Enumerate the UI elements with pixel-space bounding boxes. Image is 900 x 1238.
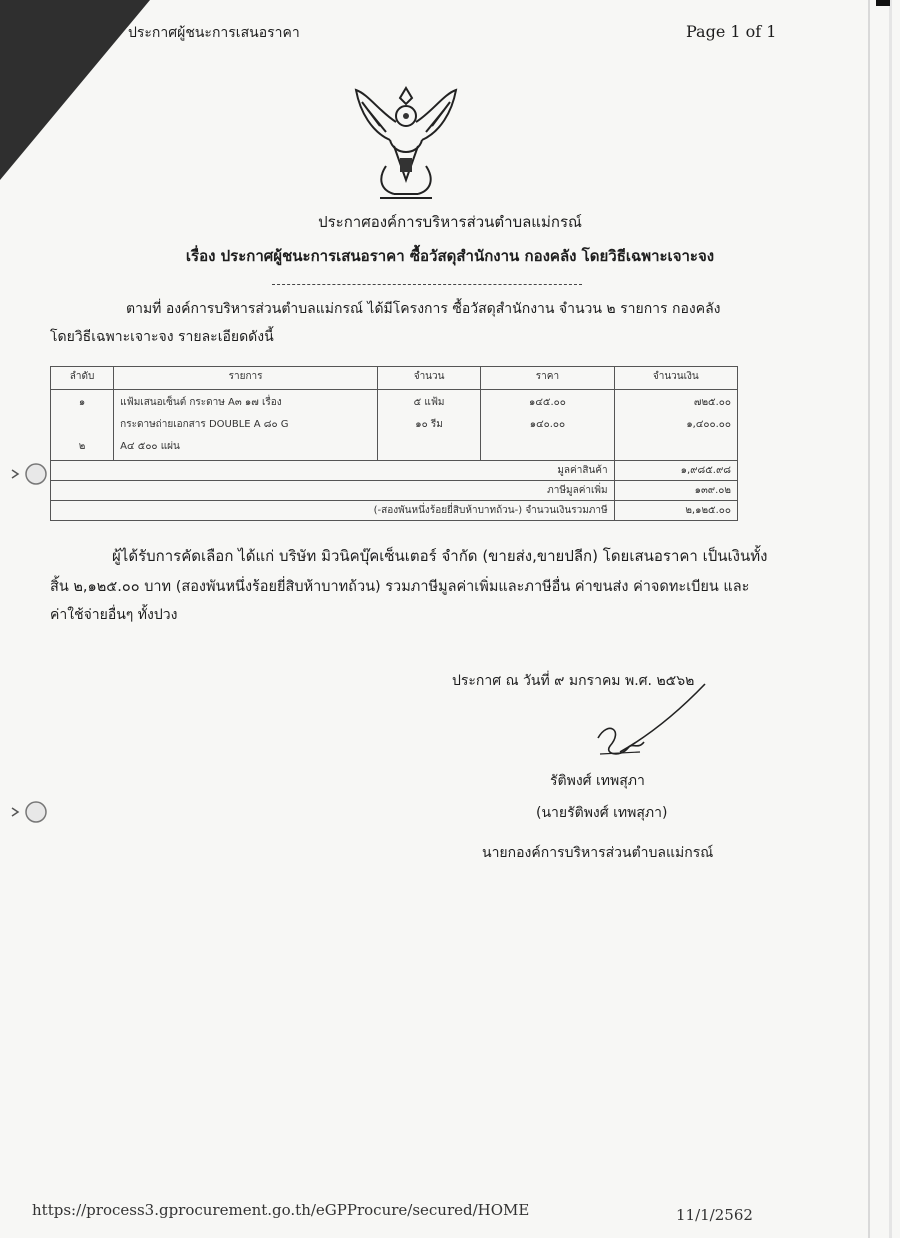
- item-quantity: ๑๐ รีม: [415, 419, 443, 430]
- item-description: แฟ้มเสนอเซ็นต์ กระดาษ A๓ ๑๗ เรื่อง: [120, 397, 282, 408]
- table-header-row: [51, 367, 738, 390]
- signer-position: นายกองค์การบริหารส่วนตำบลแม่กรณ์: [482, 845, 714, 861]
- item-number: ๒: [78, 441, 86, 452]
- intro-line-1: ตามที่ องค์การบริหารส่วนตำบลแม่กรณ์ ได้มีโครงการ ซื้อวัสดุสำนักงาน จำนวน ๒ รายการ กองคลัง: [126, 301, 721, 317]
- row-price-cell: [481, 390, 614, 461]
- header-title: ประกาศผู้ชนะการเสนอราคา: [128, 25, 300, 41]
- col-header-no: ลำดับ: [51, 367, 114, 390]
- divider: [272, 284, 582, 285]
- col-header-amount: จำนวนเงิน: [614, 367, 737, 390]
- subtotal-row: [51, 461, 738, 481]
- footer-url: https://process3.gprocurement.go.th/eGPProcure/secured/HOME: [32, 1201, 530, 1219]
- winner-line-2: สิ้น ๒,๑๒๕.๐๐ บาท (สองพันหนึ่งร้อยยี่สิบห้าบาทถ้วน) รวมภาษีมูลค่าเพิ่มและภาษีอื่น ค่าขนส่ง ค่าจดทะเบียน และ: [50, 579, 750, 595]
- row-amount-cell: [614, 390, 737, 461]
- col-header-qty: จำนวน: [377, 367, 480, 390]
- garuda-emblem-icon: [350, 82, 462, 206]
- item-description: A๔ ๕๐๐ แผ่น: [120, 441, 180, 452]
- total-row: [51, 501, 738, 521]
- page-number: Page 1 of 1: [686, 22, 777, 41]
- row-numbers-cell: [51, 390, 114, 461]
- announce-date: ประกาศ ณ วันที่ ๙ มกราคม พ.ศ. ๒๕๖๒: [452, 673, 695, 689]
- vat-row: [51, 481, 738, 501]
- total-label: (-สองพันหนึ่งร้อยยี่สิบห้าบาทถ้วน-) จำนวนเงินรวมภาษี: [51, 501, 615, 521]
- punch-hole-icon: [8, 798, 48, 826]
- scan-mark: [876, 0, 890, 6]
- item-amount: ๑,๔๐๐.๐๐: [686, 419, 731, 430]
- signer-name: รัติพงศ์ เทพสุภา: [550, 773, 645, 789]
- item-description: กระดาษถ่ายเอกสาร DOUBLE A ๘๐ G: [120, 419, 289, 430]
- items-table: [50, 366, 738, 521]
- winner-line-3: ค่าใช้จ่ายอื่นๆ ทั้งปวง: [50, 607, 178, 623]
- goods-value-label: มูลค่าสินค้า: [51, 461, 615, 481]
- vat-label: ภาษีมูลค่าเพิ่ม: [51, 481, 615, 501]
- subject: เรื่อง ประกาศผู้ชนะการเสนอราคา ซื้อวัสดุสำนักงาน กองคลัง โดยวิธีเฉพาะเจาะจง: [185, 247, 715, 265]
- item-amount: ๗๒๕.๐๐: [693, 397, 731, 408]
- punch-hole-icon: [8, 460, 48, 488]
- item-number: ๑: [78, 397, 86, 408]
- winner-line-1: ผู้ได้รับการคัดเลือก ได้แก่ บริษัท มิวนิคบุ๊คเซ็นเตอร์ จำกัด (ขายส่ง,ขายปลีก) โดยเสนอราคา เป็นเงินทั้ง: [112, 547, 768, 565]
- col-header-price: ราคา: [481, 367, 614, 390]
- page-edge: [868, 0, 870, 1238]
- row-qty-cell: [377, 390, 480, 461]
- print-date: 11/1/2562: [676, 1206, 753, 1224]
- item-price: ๑๔๕.๐๐: [528, 397, 566, 408]
- item-price: ๑๔๐.๐๐: [529, 419, 566, 430]
- page-edge-outer: [889, 0, 892, 1238]
- signer-full-name: (นายรัติพงศ์ เทพสุภา): [536, 805, 668, 821]
- org-title: ประกาศองค์การบริหารส่วนตำบลแม่กรณ์: [318, 213, 582, 231]
- total-value: ๒,๑๒๕.๐๐: [614, 501, 737, 521]
- col-header-desc: รายการ: [114, 367, 378, 390]
- row-desc-cell: [114, 390, 378, 461]
- goods-value: ๑,๙๘๕.๙๘: [614, 461, 737, 481]
- intro-line-2: โดยวิธีเฉพาะเจาะจง รายละเอียดดังนี้: [50, 329, 274, 345]
- vat-value: ๑๓๙.๐๒: [614, 481, 737, 501]
- item-quantity: ๕ แฟ้ม: [413, 397, 445, 408]
- table-row: [51, 390, 738, 461]
- handwritten-signature-icon: [580, 680, 710, 770]
